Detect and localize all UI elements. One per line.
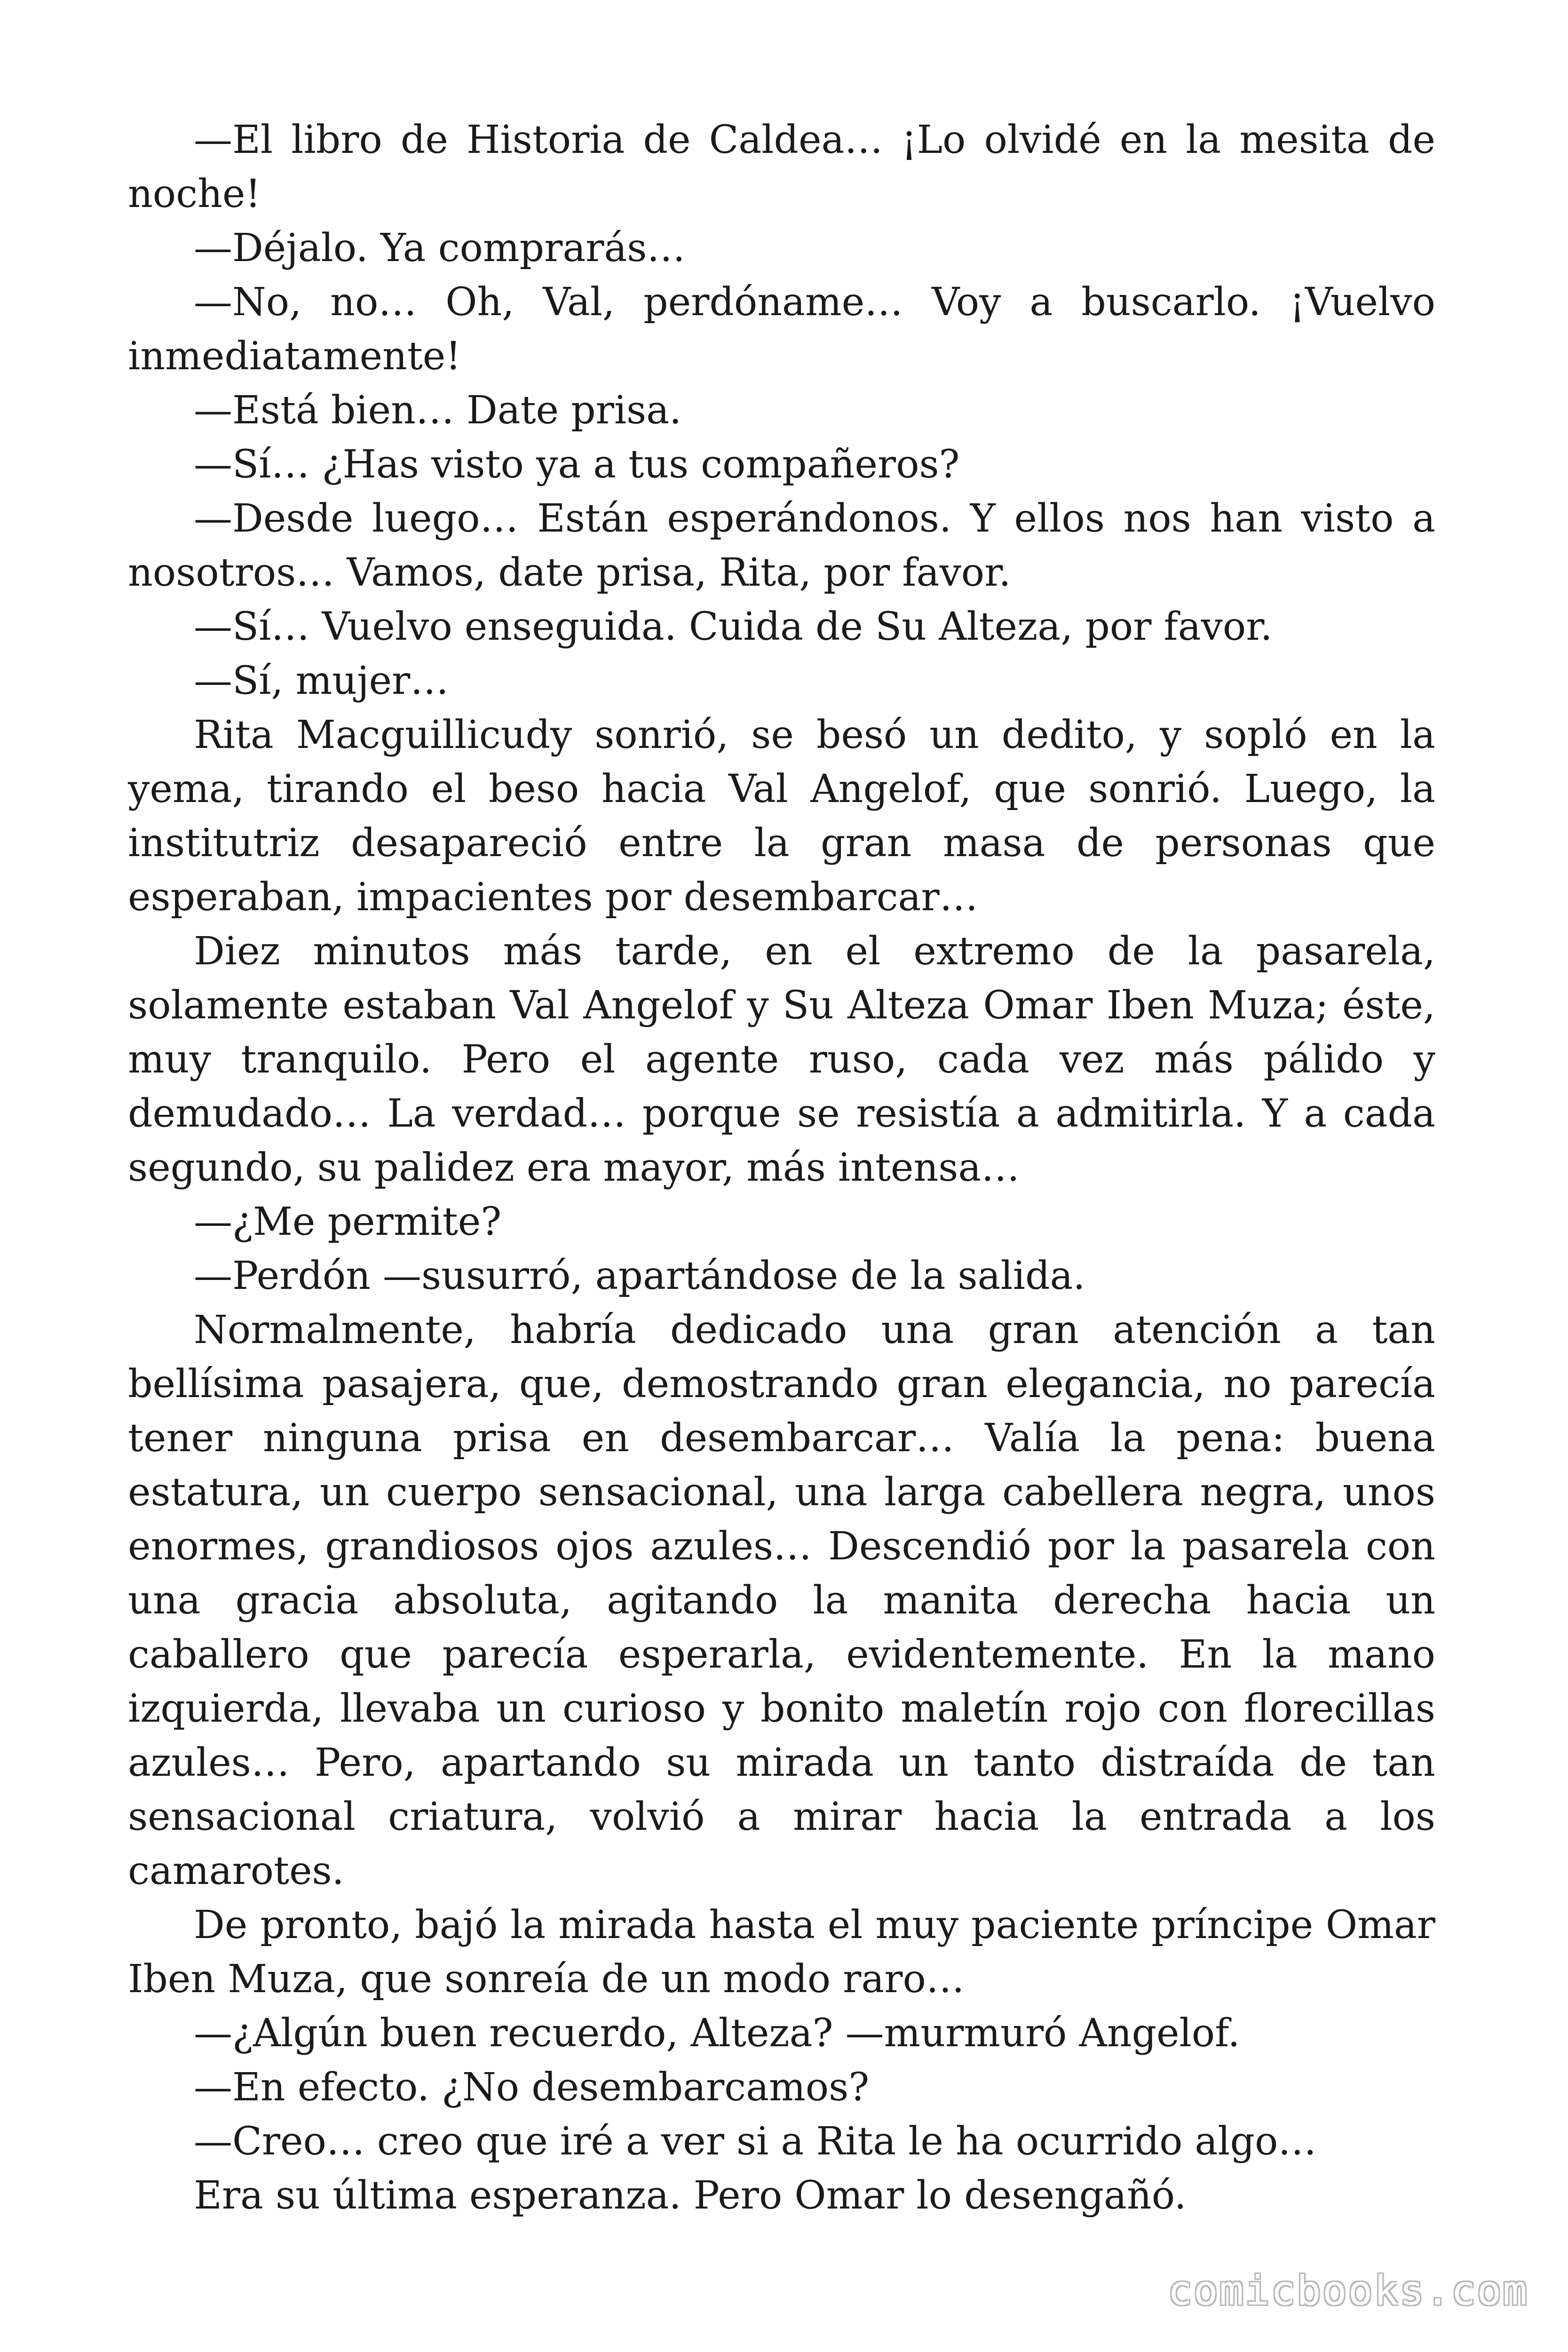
paragraph: —Déjalo. Ya comprarás… xyxy=(194,226,686,270)
paragraph: —Sí… Vuelvo enseguida. Cuida de Su Alteza, por favor. xyxy=(194,604,1273,649)
paragraph: —Desde luego… Están esperándonos. Y ellos nos han visto a nosotros… Vamos, date prisa, Rita, por favor. xyxy=(128,496,1435,595)
paragraph: —Perdón —susurró, apartándose de la salida. xyxy=(194,1254,1085,1298)
paragraph: —Sí, mujer… xyxy=(194,659,449,703)
paragraph: —¿Algún buen recuerdo, Alteza? —murmuró Angelof. xyxy=(194,2011,1240,2056)
paragraph: —El libro de Historia de Caldea… ¡Lo olvidé en la mesita de noche! xyxy=(128,118,1435,216)
paragraph: Rita Macguillicudy sonrió, se besó un dedito, y sopló en la yema, tirando el beso hacia Val Angelof, que sonrió. Luego, la institutriz desapareció entre la gran masa de personas que esperaban, impacientes por desembarcar… xyxy=(128,713,1435,920)
paragraph: Normalmente, habría dedicado una gran atención a tan bellísima pasajera, que, demostrando gran elegancia, no parecía tener ninguna prisa en desembarcar… Valía la pena: buena estatura, un cuerpo sensacional, una larga cabellera negra, unos enormes, grandiosos ojos azules… Descendió por la pasarela con una gracia absoluta, agitando la manita derecha hacia un caballero que parecía esperarla, evidentemente. En la mano izquierda, llevaba un curioso y bonito maletín rojo con florecillas azules… Pero, apartando su mirada un tanto distraída de tan sensacional criatura, volvió a mirar hacia la entrada a los camarotes. xyxy=(128,1308,1435,1893)
paragraph: —Sí… ¿Has visto ya a tus compañeros? xyxy=(194,442,960,487)
watermark: comicbooks.com xyxy=(1168,2267,1528,2314)
paragraph: Diez minutos más tarde, en el extremo de la pasarela, solamente estaban Val Angelof y Su Alteza Omar Iben Muza; éste, muy tranquilo. Pero el agente ruso, cada vez más pálido y demudado… La verdad… porque se resistía a admitirla. Y a cada segundo, su palidez era mayor, más intensa… xyxy=(128,929,1435,1190)
paragraph: Era su última esperanza. Pero Omar lo desengañó. xyxy=(194,2173,1187,2218)
body-text xyxy=(128,113,1435,2223)
paragraph: —No, no… Oh, Val, perdóname… Voy a buscarlo. ¡Vuelvo inmediatamente! xyxy=(128,280,1435,379)
paragraph: —¿Me permite? xyxy=(194,1200,502,1244)
paragraph: —En efecto. ¿No desembarcamos? xyxy=(194,2065,870,2110)
paragraph: De pronto, bajó la mirada hasta el muy paciente príncipe Omar Iben Muza, que sonreía de un modo raro… xyxy=(128,1903,1435,2002)
paragraph: —Creo… creo que iré a ver si a Rita le ha ocurrido algo… xyxy=(194,2119,1317,2164)
paragraph: —Está bien… Date prisa. xyxy=(194,388,682,433)
